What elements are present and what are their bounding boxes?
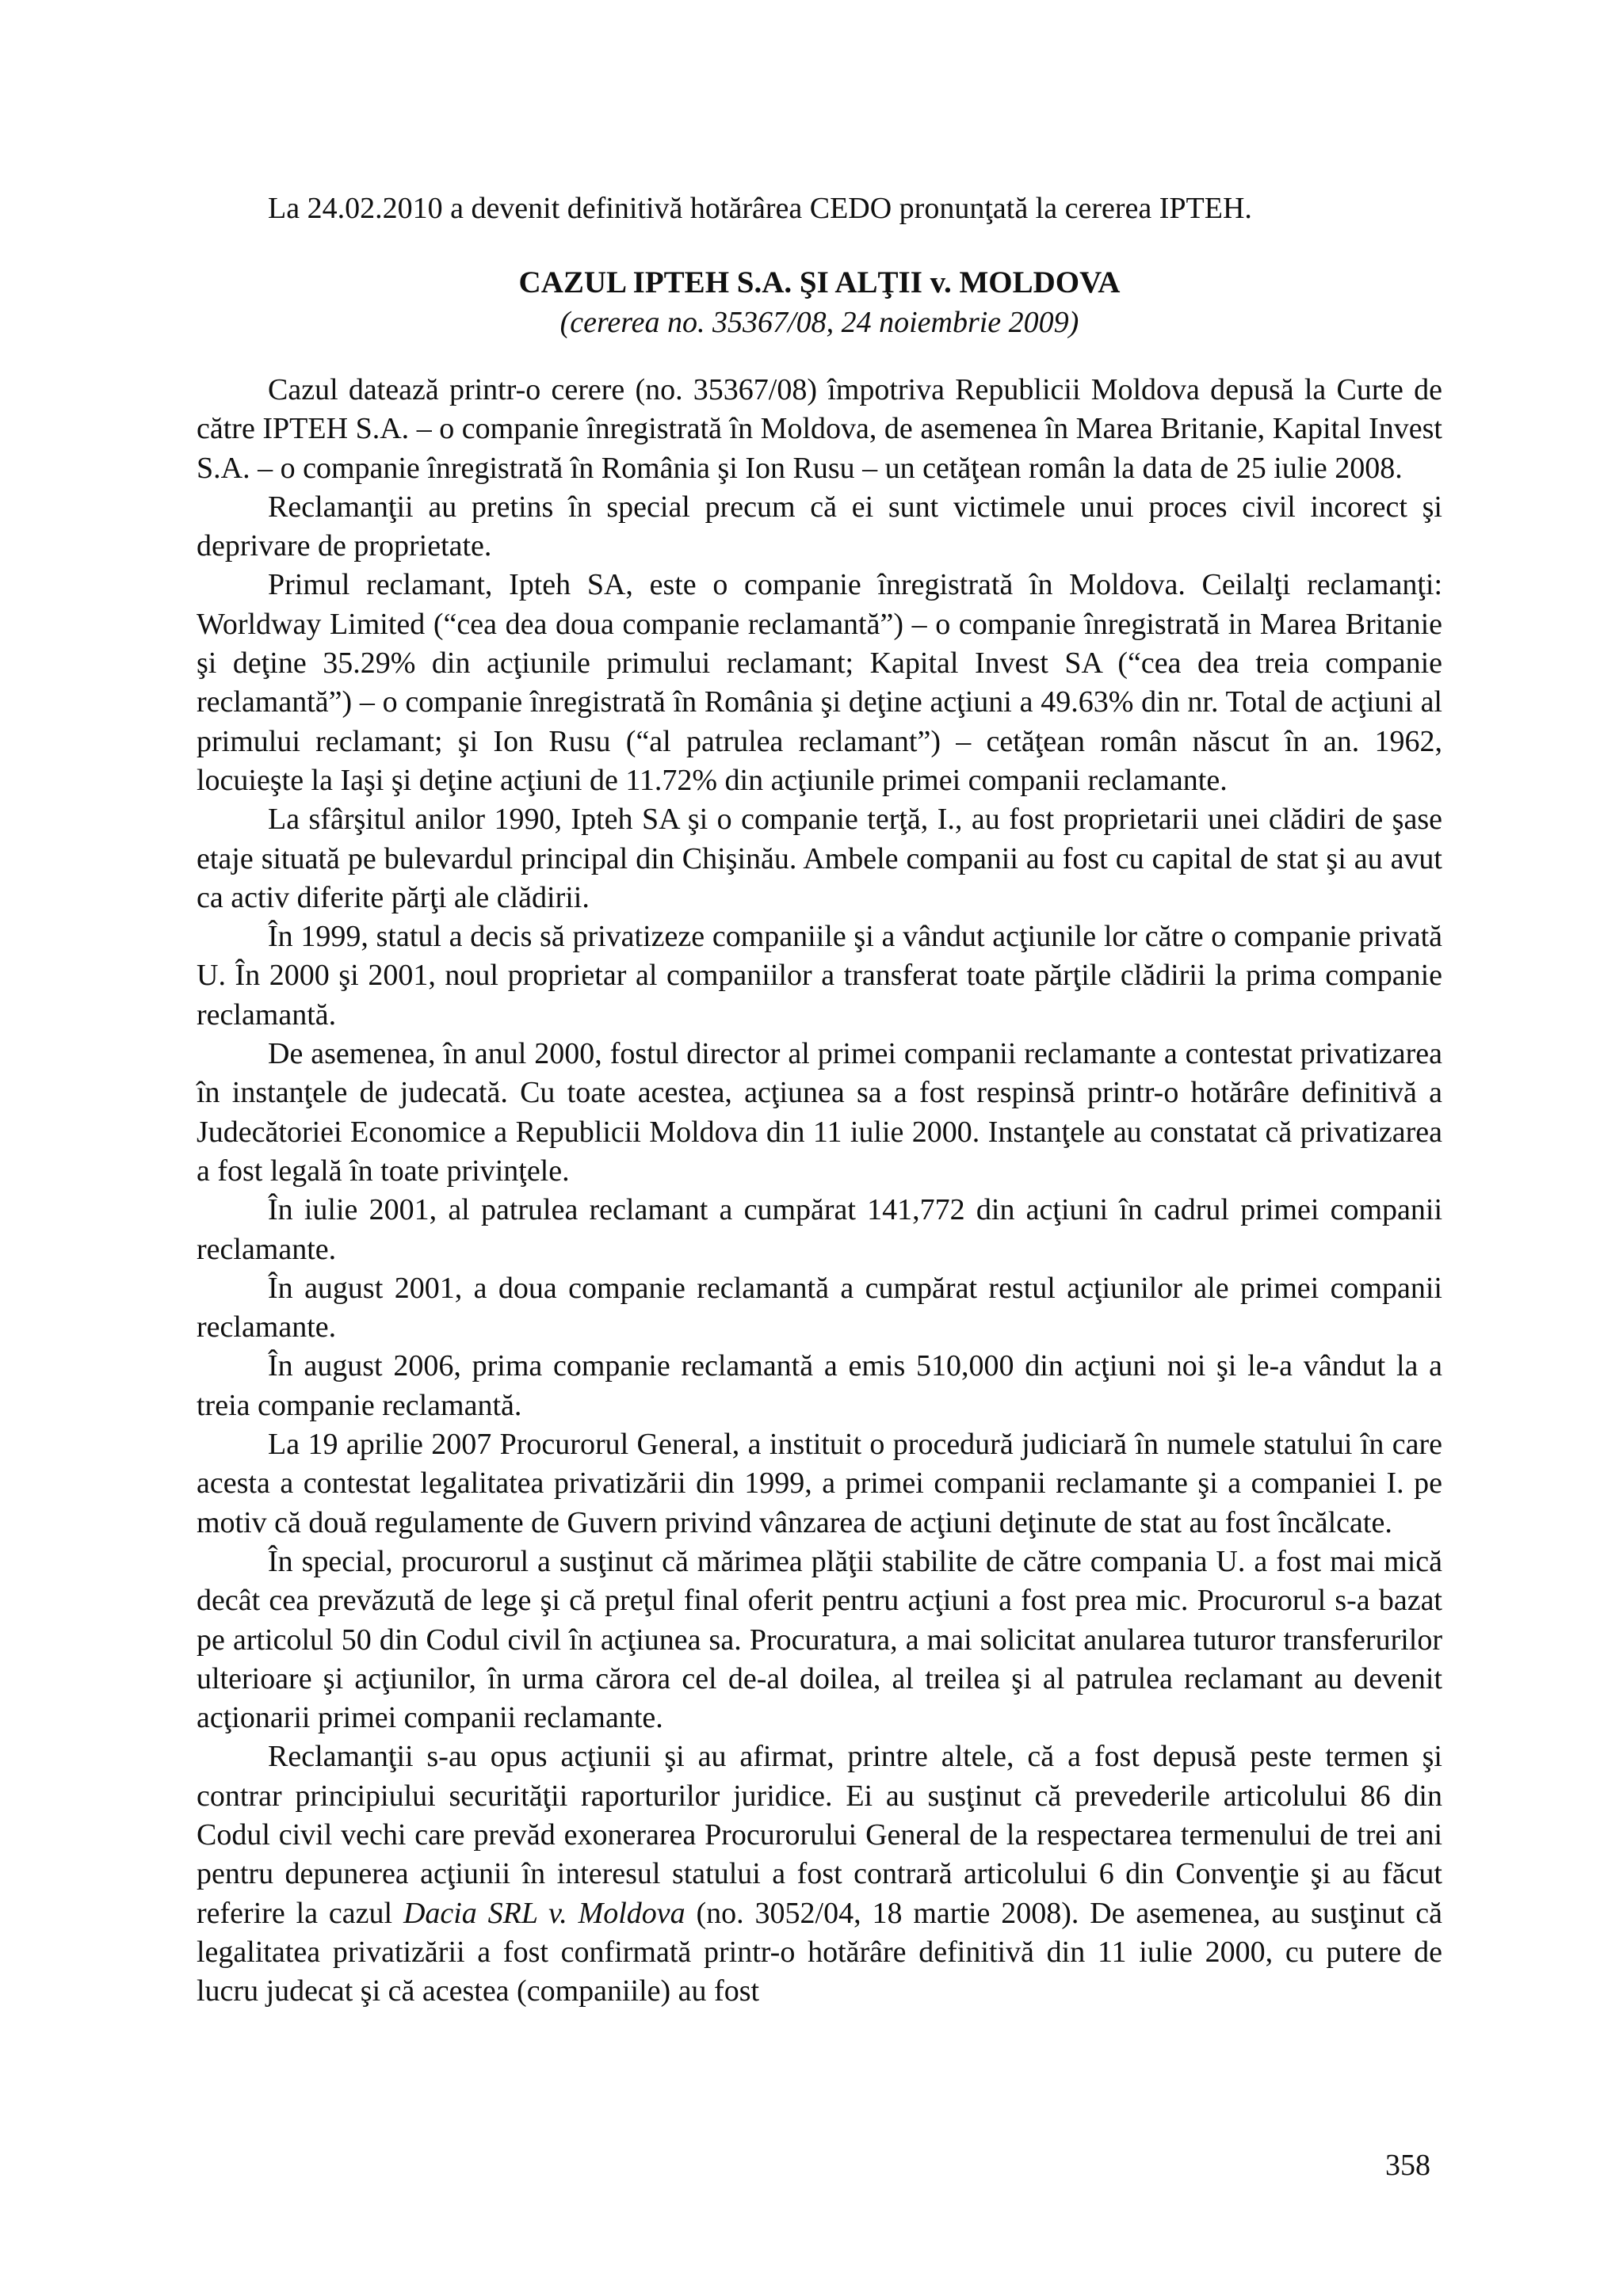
paragraph-10: La 19 aprilie 2007 Procurorul General, a instituit o procedură judiciară în numele statului în care acesta a contestat legalitatea privatizării din 1999, a primei companii reclamante şi a companiei I. pe motiv că două regulamente de Guvern privind vânzarea de acţiuni deţinute de stat au fost încălcate. [197,1428,1442,1539]
paragraph-12-text-before: Reclamanţii s-au opus acţiunii şi au afirmat, printre altele, că a fost depusă peste termen şi contrar principiului securităţii raporturilor juridice. Ei au susţinut că prevederile articolului 86 din Codul civil vechi care prevăd exonerarea Procurorului General de la respectarea termenului de trei ani pentru depunerea acţiunii în interesul statului a fost contrară articolului 6 din Convenţie şi au făcut referire la cazul [197,1740,1442,1930]
intro-line: La 24.02.2010 a devenit definitivă hotărârea CEDO pronunţată la cererea IPTEH. [268,192,1252,225]
paragraph-11: În special, procurorul a susţinut că mărimea plăţii stabilite de către compania U. a fost mai mică decât cea prevăzută de lege şi că preţul final oferit pentru acţiuni a fost prea mic. Procurorul s-a bazat pe articolul 50 din Codul civil în acţiunea sa. Procuratura, a mai solicitat anularea tuturor transferurilor ulterioare şi acţiunilor, în urma cărora cel de-al doilea, al treilea şi al patrulea reclamant au devenit acţionarii primei companii reclamante. [197,1544,1442,1735]
paragraph-9: În august 2006, prima companie reclamantă a emis 510,000 din acţiuni noi şi le-a vândut la a treia companie reclamantă. [197,1349,1442,1422]
paragraph-4: La sfârşitul anilor 1990, Ipteh SA şi o companie terţă, I., au fost proprietarii unei clădiri de şase etaje situată pe bulevardul principal din Chişinău. Ambele companii au fost cu capital de stat şi au avut ca activ diferite părţi ale clădirii. [197,803,1442,914]
paragraph-12-text-after: (no. 3052/04, 18 martie 2008). De asemenea, au susţinut că legalitatea privatizării a fost confirmată printr-o hotărâre definitivă din 11 iulie 2000, cu putere de lucru judecat şi că acestea (companiile) au fost [197,1896,1443,2008]
case-subtitle: (cererea no. 35367/08, 24 noiembrie 2009) [559,306,1079,339]
paragraph-2: Reclamanţii au pretins în special precum că ei sunt victimele unui proces civil incorect şi deprivare de proprietate. [197,490,1442,563]
case-title: CAZUL IPTEH S.A. ŞI ALŢII v. MOLDOVA [518,265,1121,299]
page-number: 358 [1385,2149,1430,2182]
paragraph-8: În august 2001, a doua companie reclamantă a cumpărat restul acţiunilor ale primei companii reclamante. [197,1271,1442,1344]
paragraph-12 [197,1737,1442,2011]
paragraph-5: În 1999, statul a decis să privatizeze companiile şi a vândut acţiunile lor către o companie privată U. În 2000 şi 2001, noul proprietar al companiilor a transferat toate părţile clădirii la prima companie reclamantă. [197,920,1442,1032]
paragraph-6: De asemenea, în anul 2000, fostul director al primei companii reclamante a contestat privatizarea în instanţele de judecată. Cu toate acestea, acţiunea sa a fost respinsă printr-o hotărâre definitivă a Judecătoriei Economice a Republicii Moldova din 11 iulie 2000. Instanţele au constatat că privatizarea a fost legală în toate privinţele. [197,1037,1442,1188]
document-page [197,189,1442,2011]
paragraph-3: Primul reclamant, Ipteh SA, este o companie înregistrată în Moldova. Ceilalţi reclamanţi: Worldway Limited (“cea dea doua companie reclamantă”) – o companie înregistrată in Marea Britanie şi deţine 35.29% din acţiunile primului reclamant; Kapital Invest SA (“cea dea treia companie reclamantă”) – o companie înregistrată în România şi deţine acţiuni a 49.63% din nr. Total de acţiuni al primului reclamant; şi Ion Rusu (“al patrulea reclamant”) – cetăţean român născut în an. 1962, locuieşte la Iaşi şi deţine acţiuni de 11.72% din acţiunile primei companii reclamante. [197,568,1442,797]
case-reference: Dacia SRL v. Moldova [403,1896,685,1930]
paragraph-1: Cazul datează printr-o cerere (no. 35367/08) împotriva Republicii Moldova depusă la Curte de către IPTEH S.A. – o companie înregistrată în Moldova, de asemenea în Marea Britanie, Kapital Invest S.A. – o companie înregistrată în România şi Ion Rusu – un cetăţean român la data de 25 iulie 2008. [197,373,1442,485]
paragraph-7: În iulie 2001, al patrulea reclamant a cumpărat 141,772 din acţiuni în cadrul primei companii reclamante. [197,1193,1442,1266]
